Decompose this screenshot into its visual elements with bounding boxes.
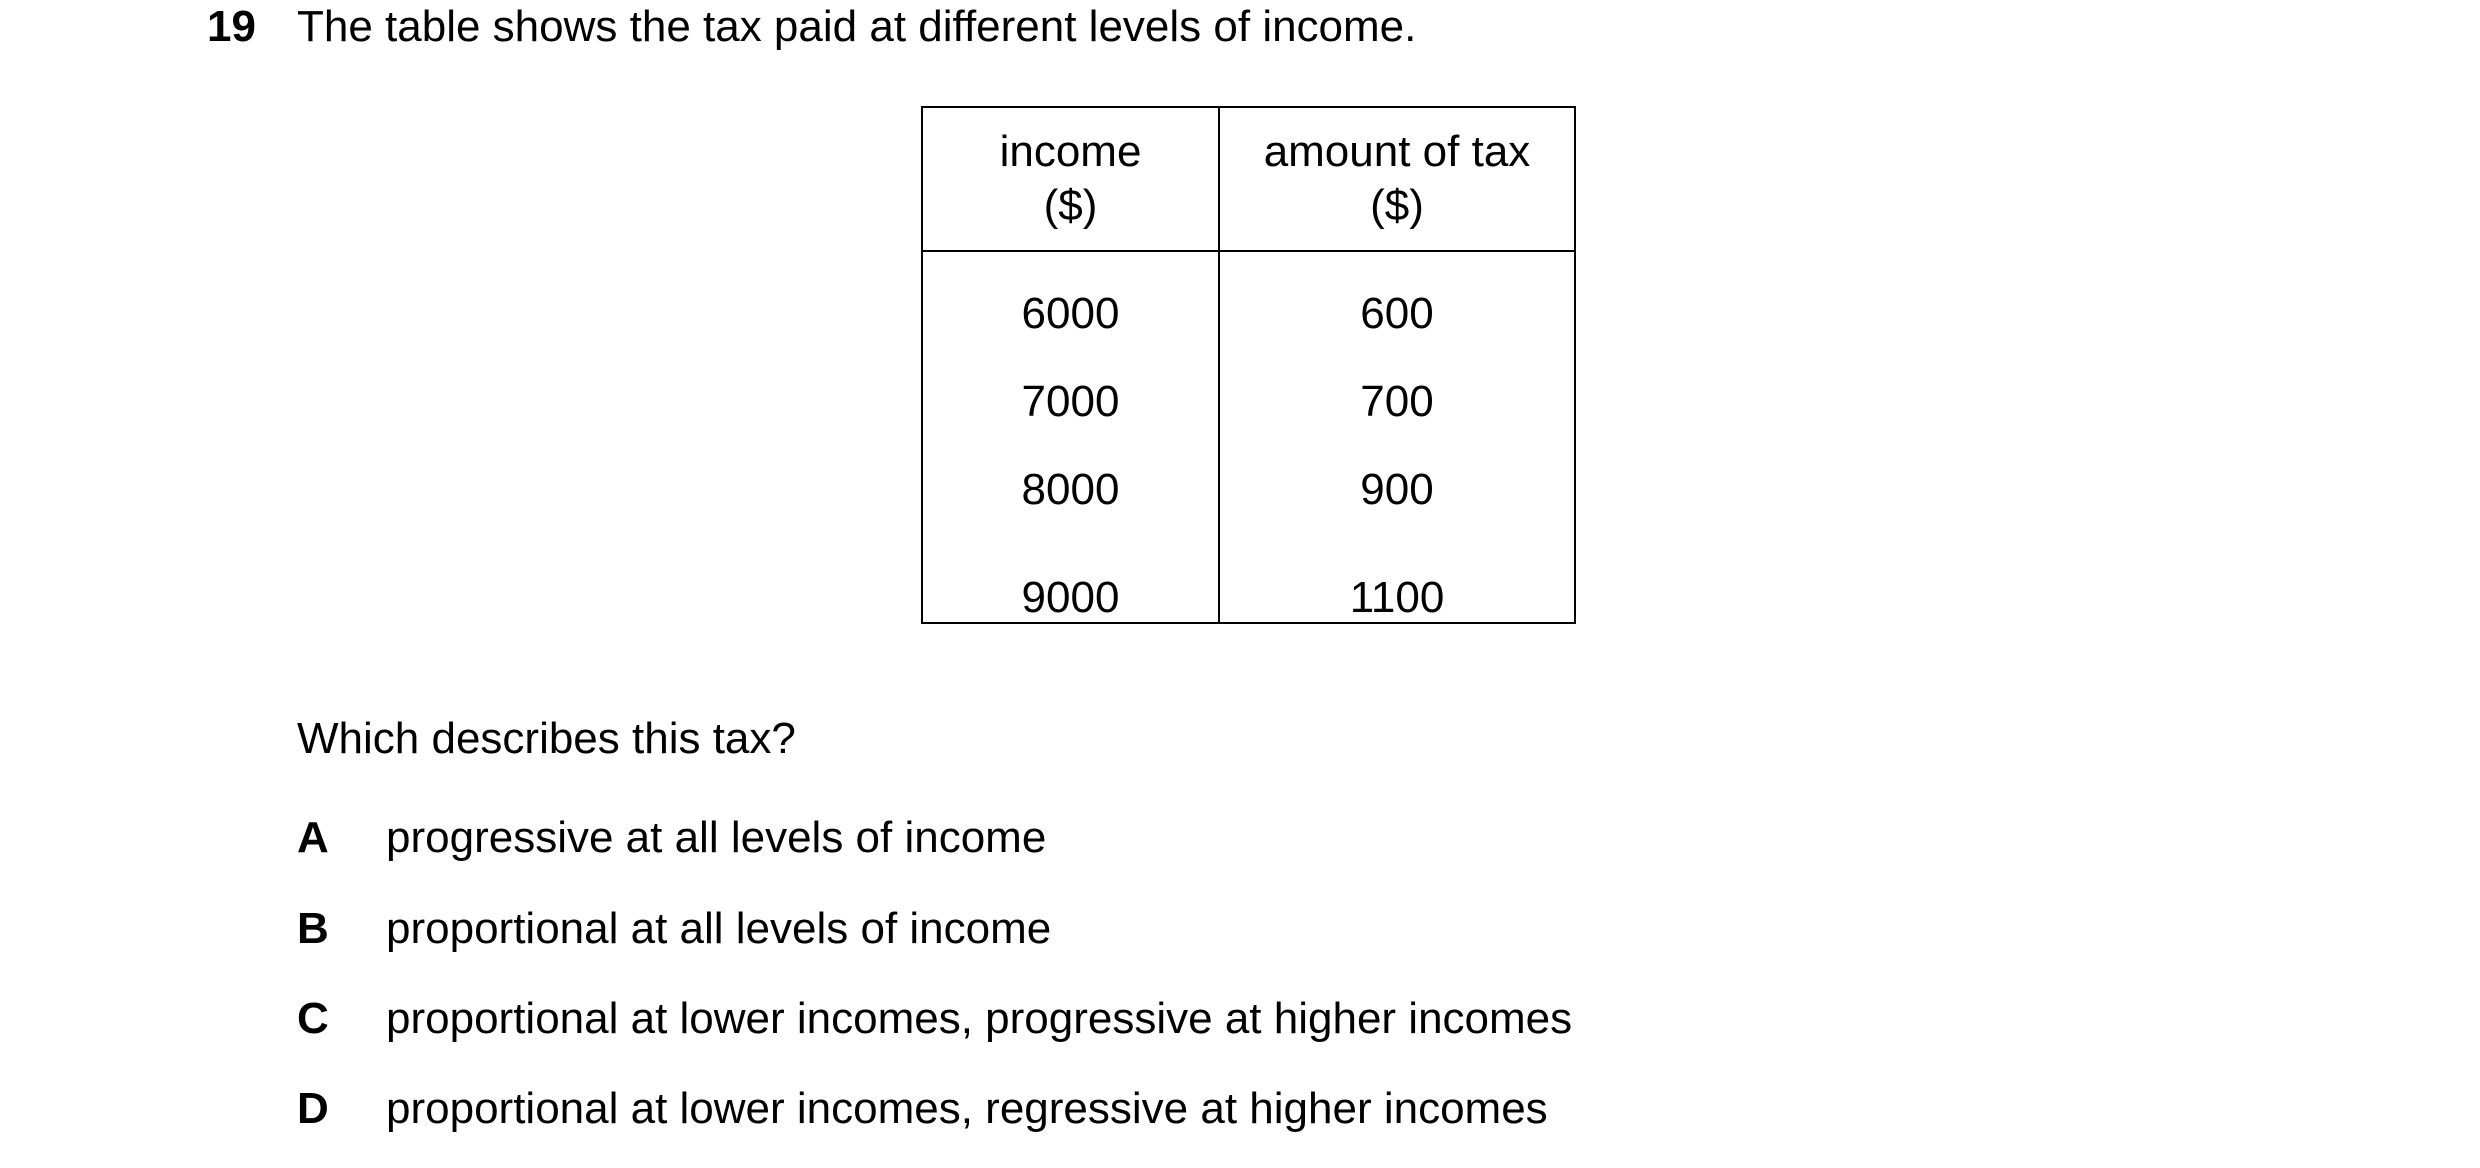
income-cell: 8000 — [922, 446, 1219, 534]
income-header — [922, 107, 1219, 251]
option-letter: B — [297, 904, 329, 953]
question-prompt: Which describes this tax? — [297, 714, 796, 763]
option-letter: C — [297, 994, 329, 1043]
income-header-label: income — [999, 127, 1142, 176]
tax-header-label: amount of tax — [1263, 127, 1531, 176]
question-number: 19 — [207, 2, 256, 51]
option-text: proportional at all levels of income — [386, 904, 1052, 953]
option-text: proportional at lower incomes, progressive at higher incomes — [386, 994, 1573, 1043]
income-cell: 9000 — [922, 534, 1219, 623]
income-header-unit: ($) — [1043, 181, 1098, 230]
question-stem: The table shows the tax paid at different levels of income. — [297, 2, 1417, 51]
tax-header — [1219, 107, 1575, 251]
table-row — [922, 534, 1575, 623]
tax-cell: 1100 — [1219, 534, 1575, 623]
table-header-row — [922, 107, 1575, 251]
table-row — [922, 358, 1575, 446]
tax-cell: 600 — [1219, 251, 1575, 358]
option-text: proportional at lower incomes, regressive at higher incomes — [386, 1084, 1548, 1133]
tax-cell: 700 — [1219, 358, 1575, 446]
table-row — [922, 446, 1575, 534]
table-row — [922, 251, 1575, 358]
option-text: progressive at all levels of income — [386, 813, 1047, 862]
tax-header-unit: ($) — [1370, 181, 1424, 230]
option-letter: A — [297, 813, 329, 862]
tax-cell: 900 — [1219, 446, 1575, 534]
income-cell: 6000 — [922, 251, 1219, 358]
option-letter: D — [297, 1084, 329, 1133]
income-cell: 7000 — [922, 358, 1219, 446]
tax-table — [921, 106, 1576, 624]
